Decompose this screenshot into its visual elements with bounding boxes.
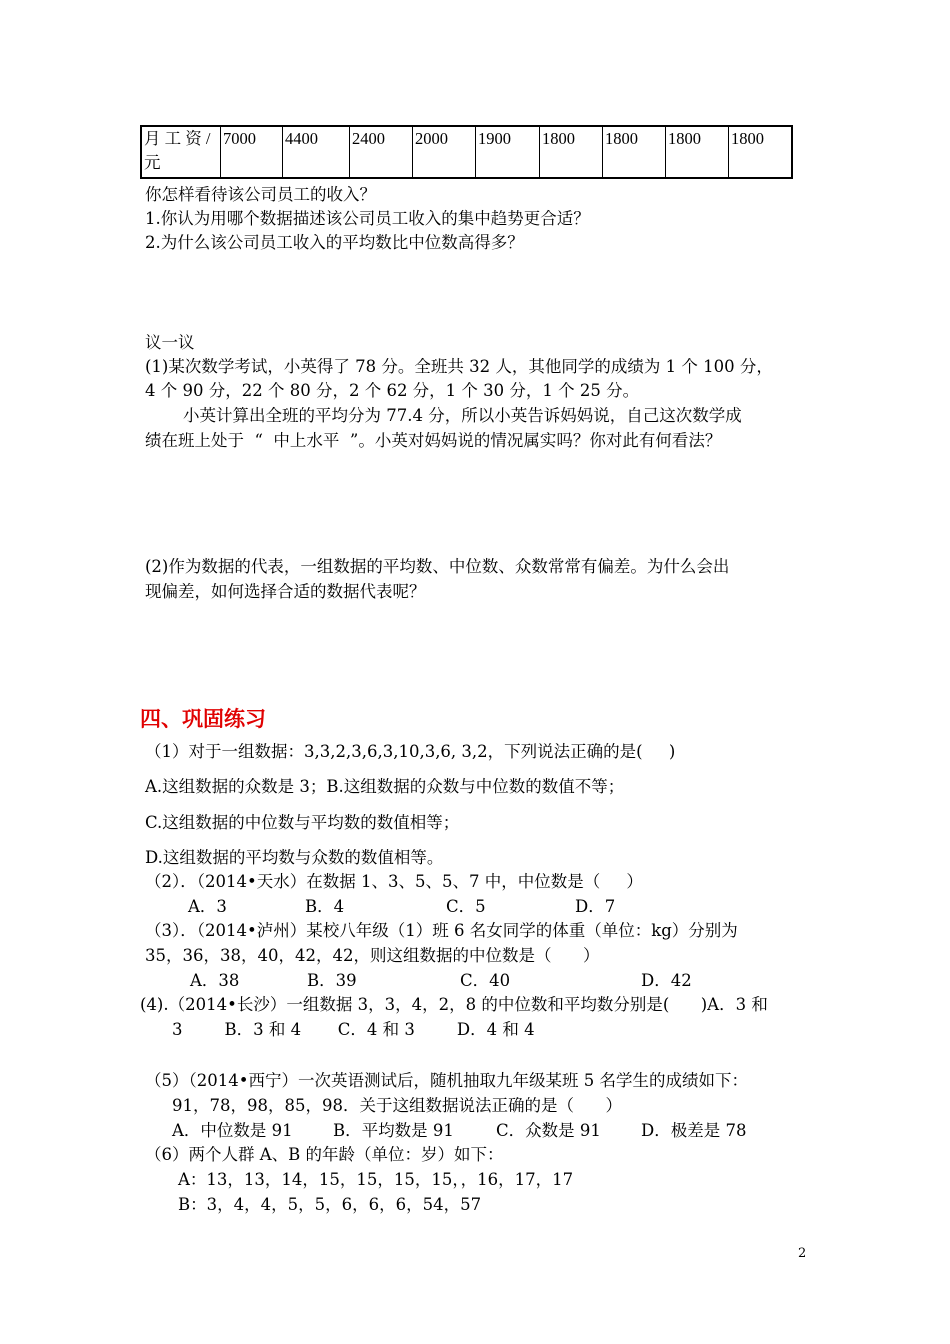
table-cell: 2400 [350,126,413,178]
discuss-title: 议一议 [145,333,195,352]
exercise-option: C．5 [446,897,486,916]
exercise-option: A．中位数是 91 [172,1121,293,1140]
table-cell: 4400 [283,126,350,178]
paragraph-line: 4 个 90 分，22 个 80 分，2 个 62 分，1 个 30 分，1 个 25 分。 [145,381,640,400]
paragraph-line: (2)作为数据的代表，一组数据的平均数、中位数、众数常常有偏差。为什么会出 [145,557,730,576]
exercise-question: （2）．（2014•天水）在数据 1、3、5、5、7 中，中位数是（ ） [145,872,643,891]
exercise-option: C．众数是 91 [496,1121,601,1140]
exercise-option: A．3 [188,897,227,916]
exercise-option-line: C.这组数据的中位数与平均数的数值相等； [145,813,460,832]
exercise-question: （3）．（2014•泸州）某校八年级（1）班 6 名女同学的体重（单位：kg）分别为 [145,921,738,940]
exercise-option: D．42 [641,971,692,990]
exercise-option-line: D.这组数据的平均数与众数的数值相等。 [145,848,444,867]
salary-table [140,125,793,179]
exercise-option: B．平均数是 91 [333,1121,454,1140]
exercise-option: D．7 [575,897,616,916]
table-cell: 1800 [540,126,603,178]
table-cell: 1800 [666,126,729,178]
table-cell: 2000 [413,126,476,178]
exercise-question: 35，36，38，40，42，42，则这组数据的中位数是（ ） [145,946,600,965]
exercise-option: B．39 [307,971,357,990]
question-text: 1.你认为用哪个数据描述该公司员工收入的集中趋势更合适？ [145,209,590,228]
exercise-option-line: A.这组数据的众数是 3；B.这组数据的众数与中位数的数值不等； [145,777,625,796]
paragraph-line: 小英计算出全班的平均分为 77.4 分，所以小英告诉妈妈说，自己这次数学成 [183,406,742,425]
exercise-question: 3 B．3 和 4 C．4 和 3 D．4 和 4 [172,1020,535,1039]
question-text: 2.为什么该公司员工收入的平均数比中位数高得多？ [145,233,524,252]
exercise-question: 91，78，98，85，98．关于这组数据说法正确的是（ ） [172,1096,622,1115]
question-text: 你怎样看待该公司员工的收入？ [145,185,376,204]
table-cell: 7000 [221,126,283,178]
exercise-option: D．极差是 78 [641,1121,747,1140]
exercise-option: B．4 [305,897,345,916]
section-heading: 四、巩固练习 [140,707,266,731]
page-number: 2 [798,1246,807,1261]
paragraph-line: (1)某次数学考试，小英得了 78 分。全班共 32 人，其他同学的成绩为 1 个 100 分， [145,357,773,376]
exercise-question: （5）（2014•西宁）一次英语测试后，随机抽取九年级某班 5 名学生的成绩如下： [145,1071,748,1090]
exercise-option: A．38 [190,971,240,990]
paragraph-line: 现偏差，如何选择合适的数据代表呢？ [145,582,426,601]
exercise-question: （6）两个人群 A、B 的年龄（单位：岁）如下： [145,1145,504,1164]
exercise-question: （1）对于一组数据：3,3,2,3,6,3,10,3,6, 3,2，下列说法正确的是( ) [145,742,676,761]
exercise-option: C．40 [460,971,511,990]
exercise-data-line: A：13，13，14，15，15，15，15，，16，17，17 [178,1170,574,1189]
paragraph-line: 绩在班上处于 “ 中上水平 ”。小英对妈妈说的情况属实吗？你对此有何看法？ [145,431,722,450]
table-row [141,126,792,178]
exercise-question: (4).（2014•长沙）一组数据 3，3，4，2，8 的中位数和平均数分别是( )A．3 和 [140,995,768,1014]
exercise-data-line: B：3，4，4，5，5，6，6，6，54，57 [178,1195,482,1214]
table-cell: 1800 [729,126,793,178]
table-cell: 1800 [603,126,666,178]
table-header-cell: 月 工 资 /元 [141,126,221,178]
table-cell: 1900 [476,126,540,178]
